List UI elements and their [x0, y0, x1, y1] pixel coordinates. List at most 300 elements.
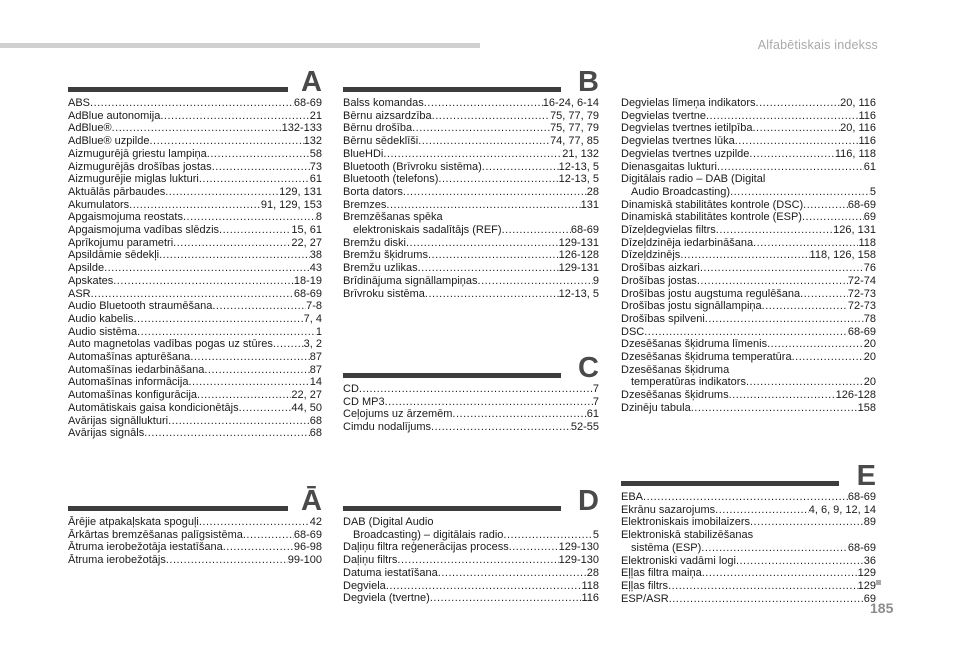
index-term: Dīzeļdzinēja iedarbināšana: [621, 236, 754, 249]
index-entry: [621, 97, 876, 110]
index-term: Brīdinājuma signāllampiņas: [343, 274, 478, 287]
index-page-ref: 8: [315, 211, 322, 224]
dot-leader: [424, 97, 543, 110]
dot-leader: [406, 237, 559, 250]
index-entry: [68, 161, 322, 174]
index-term: Bluetooth (Brīvroku sistēma): [343, 160, 482, 173]
index-entry: [621, 580, 876, 593]
index-page-ref: 61: [309, 173, 322, 186]
index-entry: [68, 516, 322, 529]
index-page-ref: 20: [863, 351, 876, 364]
index-page-ref: 126-128: [558, 249, 599, 262]
index-term: Dzesēšanas šķidrums: [621, 389, 729, 402]
section-a-bar: [68, 87, 288, 92]
dot-leader: [715, 504, 809, 517]
dot-leader: [239, 402, 292, 415]
index-entry: [343, 580, 599, 593]
index-page-ref: 99-100: [287, 554, 322, 567]
index-page-ref: 68-69: [293, 528, 322, 541]
dot-leader: [418, 135, 550, 148]
index-term: Avārijas signāls: [68, 427, 145, 440]
index-page-ref: 68-69: [847, 198, 876, 211]
index-term: Broadcasting) – digitālais radio: [353, 528, 504, 541]
index-entry: [68, 288, 322, 301]
index-term: Dzinēju tabula: [621, 401, 691, 414]
index-entry: [68, 364, 322, 377]
index-page-ref: 129-130: [558, 554, 599, 567]
index-page-ref: 28: [586, 185, 599, 198]
index-term: Audio kabelis: [68, 312, 134, 325]
index-term: Audio sistēma: [68, 325, 138, 338]
index-entry: [343, 554, 599, 567]
index-entry: [621, 135, 876, 148]
section-d-continued-entries: [621, 97, 876, 415]
dot-leader: [735, 135, 859, 148]
index-page-ref: 22, 27: [291, 236, 322, 249]
index-page-ref: 3, 2: [303, 338, 322, 351]
dot-leader: [386, 199, 580, 212]
index-entry: [68, 415, 322, 428]
dot-leader: [223, 541, 294, 554]
index-entry: [621, 593, 876, 606]
index-entry: [621, 161, 876, 174]
index-page-ref: 43: [309, 262, 322, 275]
index-term: Automašīnas iedarbināšana: [68, 363, 205, 376]
dot-leader: [243, 529, 294, 542]
dot-leader: [425, 288, 559, 301]
index-term: Drošības spilveni: [621, 312, 705, 325]
index-entry: [68, 186, 322, 199]
index-term: Aktuālās pārbaudes: [68, 185, 166, 198]
index-entry: [621, 110, 876, 123]
dot-leader: [112, 122, 282, 135]
index-page-ref: 7-8: [306, 300, 322, 313]
dot-leader: [91, 288, 294, 301]
index-term: Dienasgaitas lukturi: [621, 160, 717, 173]
dot-leader: [803, 199, 848, 212]
section-a: [68, 68, 322, 440]
index-entry: [68, 529, 322, 542]
dot-leader: [133, 313, 303, 326]
index-entry: [343, 383, 599, 396]
index-term: Borta dators: [343, 185, 403, 198]
section-d-continued: [621, 97, 876, 415]
dot-leader: [762, 300, 848, 313]
index-term: Degvielas tvertne: [621, 109, 706, 122]
index-term: Apsildāmie sēdekļi: [68, 249, 160, 262]
dot-leader: [199, 516, 310, 529]
dot-leader: [428, 249, 559, 262]
index-term: Ekrānu sazarojums: [621, 503, 716, 516]
section-a-macron: [68, 487, 322, 567]
section-c-bar: [343, 373, 561, 378]
dot-leader: [669, 593, 864, 606]
section-e-bar: [621, 481, 839, 486]
index-page-ref: 118: [581, 579, 599, 592]
dot-leader: [756, 97, 841, 110]
index-term: Audio Bluetooth straumēšana: [68, 300, 213, 313]
index-entry: [621, 516, 876, 529]
dot-leader: [716, 224, 833, 237]
index-page-ref: 129-131: [558, 262, 599, 275]
dot-leader: [746, 376, 864, 389]
dot-leader: [705, 313, 864, 326]
index-page-ref: 96-98: [293, 541, 322, 554]
index-page-ref: 75, 77, 79: [550, 109, 599, 122]
index-page-ref: 87: [309, 351, 322, 364]
index-entry: [68, 249, 322, 262]
index-term: ABS: [68, 97, 91, 109]
dot-leader: [159, 249, 310, 262]
index-page-ref: 158: [857, 401, 876, 414]
index-term: Ātruma ierobežotāja iestatīšana: [68, 541, 223, 554]
page-marker-square: [876, 580, 881, 585]
dot-leader: [668, 580, 858, 593]
index-term: Automātiskais gaisa kondicionētājs: [68, 401, 239, 414]
index-page-ref: 5: [592, 528, 599, 541]
index-entry: [621, 186, 876, 199]
index-entry: [621, 402, 876, 415]
section-c-letter: C: [578, 352, 599, 384]
section-a-header: [68, 66, 322, 98]
index-entry: [621, 376, 876, 389]
index-entry: [68, 389, 322, 402]
index-term: Cimdu nodalījums: [343, 421, 432, 434]
index-term: Drošības jostas: [621, 274, 697, 287]
section-e-header: [621, 460, 876, 492]
index-term: Dīzeļdzinējs: [621, 249, 681, 262]
index-page-ref: 68-69: [293, 97, 322, 109]
index-page-ref: 68-69: [847, 541, 876, 554]
dot-leader: [183, 211, 316, 224]
index-entry: [621, 173, 876, 186]
index-term: Eļļas filtrs: [621, 579, 669, 592]
index-term: temperatūras indikators: [631, 376, 746, 389]
index-entry: [621, 555, 876, 568]
dot-leader: [509, 541, 559, 554]
dot-leader: [212, 161, 310, 174]
index-page-ref: 69: [863, 211, 876, 224]
section-a-macron-bar: [68, 506, 288, 511]
dot-leader: [753, 237, 858, 250]
dot-leader: [104, 262, 310, 275]
index-term: Brīvroku sistēma: [343, 287, 425, 300]
index-entry: [621, 326, 876, 339]
index-entry: [68, 300, 322, 313]
index-entry: [621, 224, 876, 237]
index-entry: [621, 122, 876, 135]
index-term: Degviela: [343, 579, 386, 592]
index-entry: [621, 288, 876, 301]
index-page-ref: 36: [863, 554, 876, 567]
index-entry: [343, 592, 599, 605]
dot-leader: [383, 148, 562, 161]
index-page-ref: 118: [858, 236, 876, 249]
index-term: Digitālais radio – DAB (Digital: [621, 173, 766, 186]
dot-leader: [643, 491, 848, 504]
index-page-ref: 22, 27: [291, 389, 322, 402]
index-entry: [68, 122, 322, 135]
index-term: Auto magnetolas vadības pogas uz stūres: [68, 338, 273, 351]
dot-leader: [129, 199, 261, 212]
dot-leader: [165, 186, 279, 199]
index-entry: [68, 211, 322, 224]
index-entry: [343, 161, 599, 174]
section-b-entries: [343, 97, 599, 300]
index-entry: [68, 97, 322, 110]
section-d: [343, 487, 599, 605]
index-page-ref: 68: [309, 414, 322, 427]
index-entry: [343, 408, 599, 421]
header-bar: [0, 43, 480, 48]
index-term: AdBlue® uzpilde: [68, 135, 150, 148]
index-entry: [68, 351, 322, 364]
index-page-ref: 72-73: [847, 287, 876, 300]
index-term: BlueHDi: [343, 147, 384, 160]
index-term: Dīzeļdegvielas filtrs: [621, 224, 716, 237]
index-entry: [68, 376, 322, 389]
index-term: AdBlue autonomija: [68, 109, 161, 122]
index-term: sistēma (ESP): [631, 541, 702, 554]
index-entry: [621, 148, 876, 161]
index-page-ref: 1: [315, 325, 322, 338]
index-page-ref: 116: [581, 592, 599, 605]
index-term: ASR: [68, 287, 91, 300]
dot-leader: [730, 186, 870, 199]
index-term: Drošības jostu signāllampiņa: [621, 300, 762, 313]
index-term: Dinamiskā stabilitātes kontrole (ESP): [621, 211, 802, 224]
index-term: Drošības jostu augstuma regulēšana: [621, 287, 801, 300]
dot-leader: [729, 389, 836, 402]
index-page-ref: 87: [309, 363, 322, 376]
dot-leader: [438, 173, 558, 186]
index-entry: [343, 211, 599, 224]
dot-leader: [199, 173, 310, 186]
index-term: Automašīnas informācija: [68, 376, 189, 389]
index-entry: [68, 427, 322, 440]
dot-leader: [412, 122, 550, 135]
dot-leader: [680, 249, 809, 262]
index-entry: [621, 275, 876, 288]
dot-leader: [197, 389, 291, 402]
dot-leader: [403, 186, 587, 199]
index-page-ref: 72-74: [847, 274, 876, 287]
index-page-ref: 7: [592, 395, 599, 408]
dot-leader: [273, 338, 304, 351]
section-b: [343, 68, 599, 300]
index-entry: [621, 262, 876, 275]
index-term: Degviela (tvertne): [343, 592, 430, 605]
dot-leader: [432, 110, 550, 123]
index-page-ref: 116, 118: [834, 147, 876, 160]
dot-leader: [160, 110, 309, 123]
index-entry: [343, 396, 599, 409]
index-entry: [621, 249, 876, 262]
index-term: Elektroniskā stabilizēšanas: [621, 529, 754, 542]
index-term: Dinamiskā stabilitātes kontrole (DSC): [621, 198, 804, 211]
section-c: [343, 354, 599, 434]
index-entry: [343, 122, 599, 135]
index-entry: [343, 173, 599, 186]
dot-leader: [452, 408, 586, 421]
index-page-ref: 14: [309, 376, 322, 389]
index-page-ref: 91, 129, 153: [260, 198, 322, 211]
index-page-ref: 78: [863, 312, 876, 325]
index-entry: [68, 237, 322, 250]
index-entry: [621, 364, 876, 377]
dot-leader: [188, 376, 309, 389]
dot-leader: [113, 275, 294, 288]
section-b-letter: B: [578, 66, 599, 98]
index-term: elektroniskais sadalītājs (REF): [353, 224, 502, 237]
index-term: Bērnu drošība: [343, 122, 413, 135]
index-page-ref: 68-69: [570, 224, 599, 237]
dot-leader: [137, 326, 316, 339]
index-term: Apgaismojuma reostats: [68, 211, 183, 224]
index-page-ref: 52-55: [570, 421, 599, 434]
index-page-ref: 116: [858, 135, 876, 148]
index-entry: [621, 338, 876, 351]
index-term: EBA: [621, 491, 644, 503]
index-page-ref: 75, 77, 79: [550, 122, 599, 135]
index-term: Datuma iestatīšana: [343, 566, 438, 579]
index-title: Alfabētiskais indekss: [757, 38, 878, 52]
section-a-entries: [68, 97, 322, 440]
index-entry: [68, 541, 322, 554]
index-entry: [343, 275, 599, 288]
dot-leader: [706, 110, 858, 123]
index-term: Dzesēšanas šķidruma līmenis: [621, 338, 768, 351]
index-page-ref: 28: [586, 566, 599, 579]
index-entry: [68, 402, 322, 415]
index-entry: [68, 224, 322, 237]
index-page-ref: 68-69: [847, 491, 876, 503]
index-page-ref: 116: [858, 109, 876, 122]
index-entry: [343, 567, 599, 580]
index-page-ref: 89: [863, 516, 876, 529]
index-entry: [621, 300, 876, 313]
index-entry: [343, 135, 599, 148]
dot-leader: [219, 224, 291, 237]
index-page-ref: 76: [863, 262, 876, 275]
index-term: Bērnu sēdeklīši: [343, 135, 419, 148]
index-entry: [68, 554, 322, 567]
index-entry: [68, 313, 322, 326]
index-entry: [68, 326, 322, 339]
dot-leader: [802, 211, 864, 224]
dot-leader: [190, 351, 309, 364]
index-page-ref: 68-69: [293, 287, 322, 300]
index-term: Balss komandas: [343, 97, 424, 109]
index-entry: [68, 110, 322, 123]
index-entry: [621, 351, 876, 364]
dot-leader: [385, 396, 593, 409]
index-term: Dzesēšanas šķidruma: [621, 363, 730, 376]
dot-leader: [431, 421, 571, 434]
dot-leader: [150, 135, 304, 148]
section-e-letter: E: [856, 460, 876, 492]
index-term: Daļiņu filtrs: [343, 554, 398, 567]
index-term: Automašīnas apturēšana: [68, 351, 191, 364]
section-b-bar: [343, 87, 561, 92]
index-page-ref: 118, 126, 158: [809, 249, 876, 262]
dot-leader: [717, 161, 864, 174]
index-page-ref: 12-13, 5: [558, 160, 599, 173]
section-a-macron-letter: Ā: [301, 485, 322, 517]
index-page-ref: 20: [863, 376, 876, 389]
index-term: Bremzēšanas spēka: [343, 211, 443, 224]
index-entry: [343, 148, 599, 161]
index-term: Degvielas tvertnes ietilpība: [621, 122, 753, 135]
dot-leader: [173, 237, 291, 250]
section-e-entries: [621, 491, 876, 605]
index-page-ref: 129-130: [558, 541, 599, 554]
index-entry: [621, 211, 876, 224]
index-entry: [621, 504, 876, 517]
index-entry: [621, 542, 876, 555]
index-page-ref: 9: [592, 274, 599, 287]
dot-leader: [204, 364, 309, 377]
index-term: Bērnu aizsardzība: [343, 109, 432, 122]
index-page-ref: 7: [592, 383, 599, 395]
dot-leader: [386, 580, 582, 593]
index-term: Dzesēšanas šķidruma temperatūra: [621, 351, 792, 364]
index-term: ESP/ASR: [621, 592, 669, 605]
index-entry: [621, 199, 876, 212]
index-term: Apskates: [68, 274, 114, 287]
index-page-ref: 20: [863, 338, 876, 351]
dot-leader: [144, 427, 310, 440]
index-entry: [343, 421, 599, 434]
index-entry: [621, 529, 876, 542]
section-d-entries: [343, 516, 599, 605]
index-entry: [68, 135, 322, 148]
index-term: Audio Broadcasting): [631, 185, 731, 198]
index-page-ref: 5: [869, 185, 876, 198]
dot-leader: [418, 262, 559, 275]
index-term: Bremzes: [343, 198, 387, 211]
index-entry: [343, 199, 599, 212]
dot-leader: [749, 148, 834, 161]
index-entry: [343, 97, 599, 110]
dot-leader: [502, 224, 571, 237]
index-page-ref: 20, 116: [840, 122, 876, 135]
index-entry: [343, 110, 599, 123]
index-page-ref: 129: [857, 579, 876, 592]
index-term: Apsilde: [68, 262, 105, 275]
dot-leader: [482, 161, 559, 174]
index-page-ref: 20, 116: [840, 97, 876, 109]
index-page-ref: 58: [309, 147, 322, 160]
index-page-ref: 18-19: [293, 274, 322, 287]
dot-leader: [166, 554, 288, 567]
section-a-letter: A: [301, 66, 322, 98]
dot-leader: [207, 148, 310, 161]
index-term: Elektroniski vadāmi logi: [621, 554, 736, 567]
index-term: Bremžu uzlikas: [343, 262, 418, 275]
index-term: Bremžu šķidrums: [343, 249, 428, 262]
index-term: Ātruma ierobežotājs: [68, 554, 166, 567]
index-entry: [343, 186, 599, 199]
index-page-ref: 61: [586, 408, 599, 421]
section-c-entries: [343, 383, 599, 434]
index-page-ref: 126-128: [835, 389, 876, 402]
index-page-ref: 42: [309, 516, 322, 528]
section-c-header: [343, 352, 599, 384]
index-page-ref: 68-69: [847, 325, 876, 338]
dot-leader: [702, 567, 858, 580]
index-term: Automašīnas konfigurācija: [68, 389, 198, 402]
